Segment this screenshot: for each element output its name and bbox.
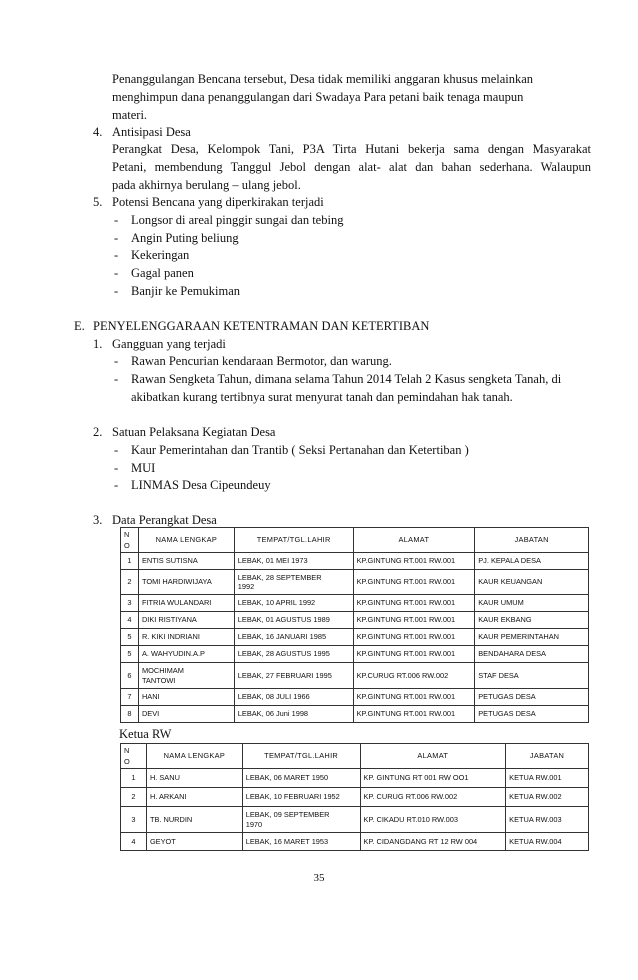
table-header-row xyxy=(121,528,589,553)
cell-tempat-tgl-lahir: LEBAK, 01 MEI 1973 xyxy=(234,553,353,570)
section4-line-1: Perangkat Desa, Kelompok Tani, P3A Tirta Hutani bekerja sama dengan Masyarakat xyxy=(112,142,591,156)
cell-jabatan: KAUR KEUANGAN xyxy=(475,570,589,595)
bullet-dash: - xyxy=(114,354,119,368)
cell-jabatan: KETUA RW.004 xyxy=(506,833,589,851)
cell-no: 2 xyxy=(121,788,147,807)
table-row xyxy=(121,833,589,851)
cell-no: 6 xyxy=(121,663,139,689)
cell-jabatan: KAUR EKBANG xyxy=(475,612,589,629)
header-no: N O xyxy=(121,744,147,769)
section4-line-2: Petani, membendung Tanggul Jebol dengan alat- alat dan bahan sederhana. Walaupun xyxy=(112,160,591,174)
intro-line-3: materi. xyxy=(112,108,148,122)
cell-alamat: KP. CIDANGDANG RT 12 RW 004 xyxy=(360,833,506,851)
cell-no: 5 xyxy=(121,646,139,663)
table-row xyxy=(121,663,589,689)
intro-line-1: Penanggulangan Bencana tersebut, Desa tidak memiliki anggaran khusus melainkan xyxy=(112,72,534,86)
cell-tempat-tgl-lahir: LEBAK, 16 JANUARI 1985 xyxy=(234,629,353,646)
cell-nama-lengkap: DEVI xyxy=(138,706,234,723)
sub1-item-2-line-2: akibatkan kurang tertibnya surat menyurat tanah dan pemindahan hak tanah. xyxy=(131,390,513,404)
cell-alamat: KP.GINTUNG RT.001 RW.001 xyxy=(353,689,475,706)
header-alamat: ALAMAT xyxy=(353,528,475,553)
table-row xyxy=(121,629,589,646)
cell-jabatan: PJ. KEPALA DESA xyxy=(475,553,589,570)
bullet-dash: - xyxy=(114,372,119,386)
cell-tempat-tgl-lahir: LEBAK, 28 AGUSTUS 1995 xyxy=(234,646,353,663)
cell-nama-lengkap: FITRIA WULANDARI xyxy=(138,595,234,612)
header-alamat: ALAMAT xyxy=(360,744,506,769)
cell-jabatan: KETUA RW.003 xyxy=(506,807,589,833)
sub1-item-1: Rawan Pencurian kendaraan Bermotor, dan warung. xyxy=(131,354,392,368)
table-row xyxy=(121,788,589,807)
table-row xyxy=(121,570,589,595)
cell-tempat-tgl-lahir: LEBAK, 01 AGUSTUS 1989 xyxy=(234,612,353,629)
cell-nama-lengkap: R. KIKI INDRIANI xyxy=(138,629,234,646)
table-row xyxy=(121,646,589,663)
cell-tempat-tgl-lahir: LEBAK, 10 APRIL 1992 xyxy=(234,595,353,612)
section5-title: Potensi Bencana yang diperkirakan terjadi xyxy=(112,195,324,209)
cell-nama-lengkap: MOCHIMAM TANTOWI xyxy=(138,663,234,689)
cell-no: 2 xyxy=(121,570,139,595)
cell-tempat-tgl-lahir: LEBAK, 16 MARET 1953 xyxy=(242,833,360,851)
cell-nama-lengkap: TOMI HARDIWIJAYA xyxy=(138,570,234,595)
bullet-dash: - xyxy=(114,284,119,298)
cell-no: 4 xyxy=(121,833,147,851)
sub1-title: Gangguan yang terjadi xyxy=(112,337,226,351)
cell-alamat: KP. CURUG RT.006 RW.002 xyxy=(360,788,506,807)
ketua-rw-title: Ketua RW xyxy=(119,727,172,741)
cell-alamat: KP.GINTUNG RT.001 RW.001 xyxy=(353,595,475,612)
cell-tempat-tgl-lahir: LEBAK, 28 SEPTEMBER 1992 xyxy=(234,570,353,595)
bullet-dash: - xyxy=(114,461,119,475)
section5-item-5: Banjir ke Pemukiman xyxy=(131,284,241,298)
header-nama-lengkap: NAMA LENGKAP xyxy=(146,744,242,769)
cell-jabatan: KETUA RW.002 xyxy=(506,788,589,807)
table-row xyxy=(121,769,589,788)
cell-nama-lengkap: GEYOT xyxy=(146,833,242,851)
cell-nama-lengkap: H. ARKANI xyxy=(146,788,242,807)
section4-line-3: pada akhirnya berulang – ulang jebol. xyxy=(112,178,301,192)
section5-item-1: Longsor di areal pinggir sungai dan tebing xyxy=(131,213,344,227)
sub2-item-1: Kaur Pemerintahan dan Trantib ( Seksi Pertanahan dan Ketertiban ) xyxy=(131,443,469,457)
sub2-item-2: MUI xyxy=(131,461,156,475)
page-number: 35 xyxy=(313,872,325,884)
table-row xyxy=(121,807,589,833)
sub2-item-3: LINMAS Desa Cipeundeuy xyxy=(131,478,271,492)
sub3-title: Data Perangkat Desa xyxy=(112,513,217,527)
cell-no: 4 xyxy=(121,612,139,629)
table-row xyxy=(121,595,589,612)
section5-item-4: Gagal panen xyxy=(131,266,194,280)
cell-alamat: KP. GINTUNG RT 001 RW OO1 xyxy=(360,769,506,788)
header-jabatan: JABATAN xyxy=(475,528,589,553)
header-tempat-tgl-lahir: TEMPAT/TGL.LAHIR xyxy=(242,744,360,769)
table-row xyxy=(121,689,589,706)
cell-alamat: KP.GINTUNG RT.001 RW.001 xyxy=(353,629,475,646)
cell-tempat-tgl-lahir: LEBAK, 06 MARET 1950 xyxy=(242,769,360,788)
cell-tempat-tgl-lahir: LEBAK, 08 JULI 1966 xyxy=(234,689,353,706)
cell-nama-lengkap: A. WAHYUDIN.A.P xyxy=(138,646,234,663)
cell-jabatan: KAUR PEMERINTAHAN xyxy=(475,629,589,646)
cell-no: 3 xyxy=(121,595,139,612)
cell-tempat-tgl-lahir: LEBAK, 10 FEBRUARI 1952 xyxy=(242,788,360,807)
cell-jabatan: PETUGAS DESA xyxy=(475,689,589,706)
table-header-row xyxy=(121,744,589,769)
cell-jabatan: BENDAHARA DESA xyxy=(475,646,589,663)
cell-nama-lengkap: H. SANU xyxy=(146,769,242,788)
perangkat-desa-table xyxy=(120,527,589,723)
cell-alamat: KP.GINTUNG RT.001 RW.001 xyxy=(353,706,475,723)
ketua-rw-table xyxy=(120,743,589,851)
header-nama-lengkap: NAMA LENGKAP xyxy=(138,528,234,553)
bullet-dash: - xyxy=(114,478,119,492)
sub1-item-2-line-1: Rawan Sengketa Tahun, dimana selama Tahun 2014 Telah 2 Kasus sengketa Tanah, di xyxy=(131,372,562,386)
sub1-number: 1. xyxy=(93,337,103,351)
section5-item-2: Angin Puting beliung xyxy=(131,231,239,245)
cell-jabatan: STAF DESA xyxy=(475,663,589,689)
cell-alamat: KP.GINTUNG RT.001 RW.001 xyxy=(353,612,475,629)
cell-tempat-tgl-lahir: LEBAK, 27 FEBRUARI 1995 xyxy=(234,663,353,689)
table-row xyxy=(121,612,589,629)
sub2-number: 2. xyxy=(93,425,103,439)
cell-no: 8 xyxy=(121,706,139,723)
section5-number: 5. xyxy=(93,195,103,209)
section5-item-3: Kekeringan xyxy=(131,248,190,262)
bullet-dash: - xyxy=(114,443,119,457)
cell-tempat-tgl-lahir: LEBAK, 06 Juni 1998 xyxy=(234,706,353,723)
cell-nama-lengkap: TB. NURDIN xyxy=(146,807,242,833)
cell-nama-lengkap: DIKI RISTIYANA xyxy=(138,612,234,629)
header-no: N O xyxy=(121,528,139,553)
bullet-dash: - xyxy=(114,213,119,227)
cell-no: 7 xyxy=(121,689,139,706)
cell-jabatan: KAUR UMUM xyxy=(475,595,589,612)
cell-alamat: KP.GINTUNG RT.001 RW.001 xyxy=(353,646,475,663)
section4-number: 4. xyxy=(93,125,103,139)
intro-line-2: menghimpun dana penanggulangan dari Swadaya Para petani baik tenaga maupun xyxy=(112,90,524,104)
cell-alamat: KP.GINTUNG RT.001 RW.001 xyxy=(353,570,475,595)
sub2-title: Satuan Pelaksana Kegiatan Desa xyxy=(112,425,276,439)
sectionE-letter: E. xyxy=(74,319,85,333)
cell-nama-lengkap: ENTIS SUTISNA xyxy=(138,553,234,570)
cell-jabatan: KETUA RW.001 xyxy=(506,769,589,788)
cell-no: 5 xyxy=(121,629,139,646)
bullet-dash: - xyxy=(114,248,119,262)
cell-no: 1 xyxy=(121,769,147,788)
cell-alamat: KP.CURUG RT.006 RW.002 xyxy=(353,663,475,689)
section4-title: Antisipasi Desa xyxy=(112,125,191,139)
cell-no: 3 xyxy=(121,807,147,833)
cell-alamat: KP.GINTUNG RT.001 RW.001 xyxy=(353,553,475,570)
header-jabatan: JABATAN xyxy=(506,744,589,769)
bullet-dash: - xyxy=(114,266,119,280)
cell-alamat: KP. CIKADU RT.010 RW.003 xyxy=(360,807,506,833)
table-row xyxy=(121,706,589,723)
sectionE-title: PENYELENGGARAAN KETENTRAMAN DAN KETERTIBAN xyxy=(93,319,430,333)
sub3-number: 3. xyxy=(93,513,103,527)
cell-jabatan: PETUGAS DESA xyxy=(475,706,589,723)
cell-tempat-tgl-lahir: LEBAK, 09 SEPTEMBER 1970 xyxy=(242,807,360,833)
cell-nama-lengkap: HANI xyxy=(138,689,234,706)
bullet-dash: - xyxy=(114,231,119,245)
cell-no: 1 xyxy=(121,553,139,570)
header-tempat-tgl-lahir: TEMPAT/TGL.LAHIR xyxy=(234,528,353,553)
table-row xyxy=(121,553,589,570)
